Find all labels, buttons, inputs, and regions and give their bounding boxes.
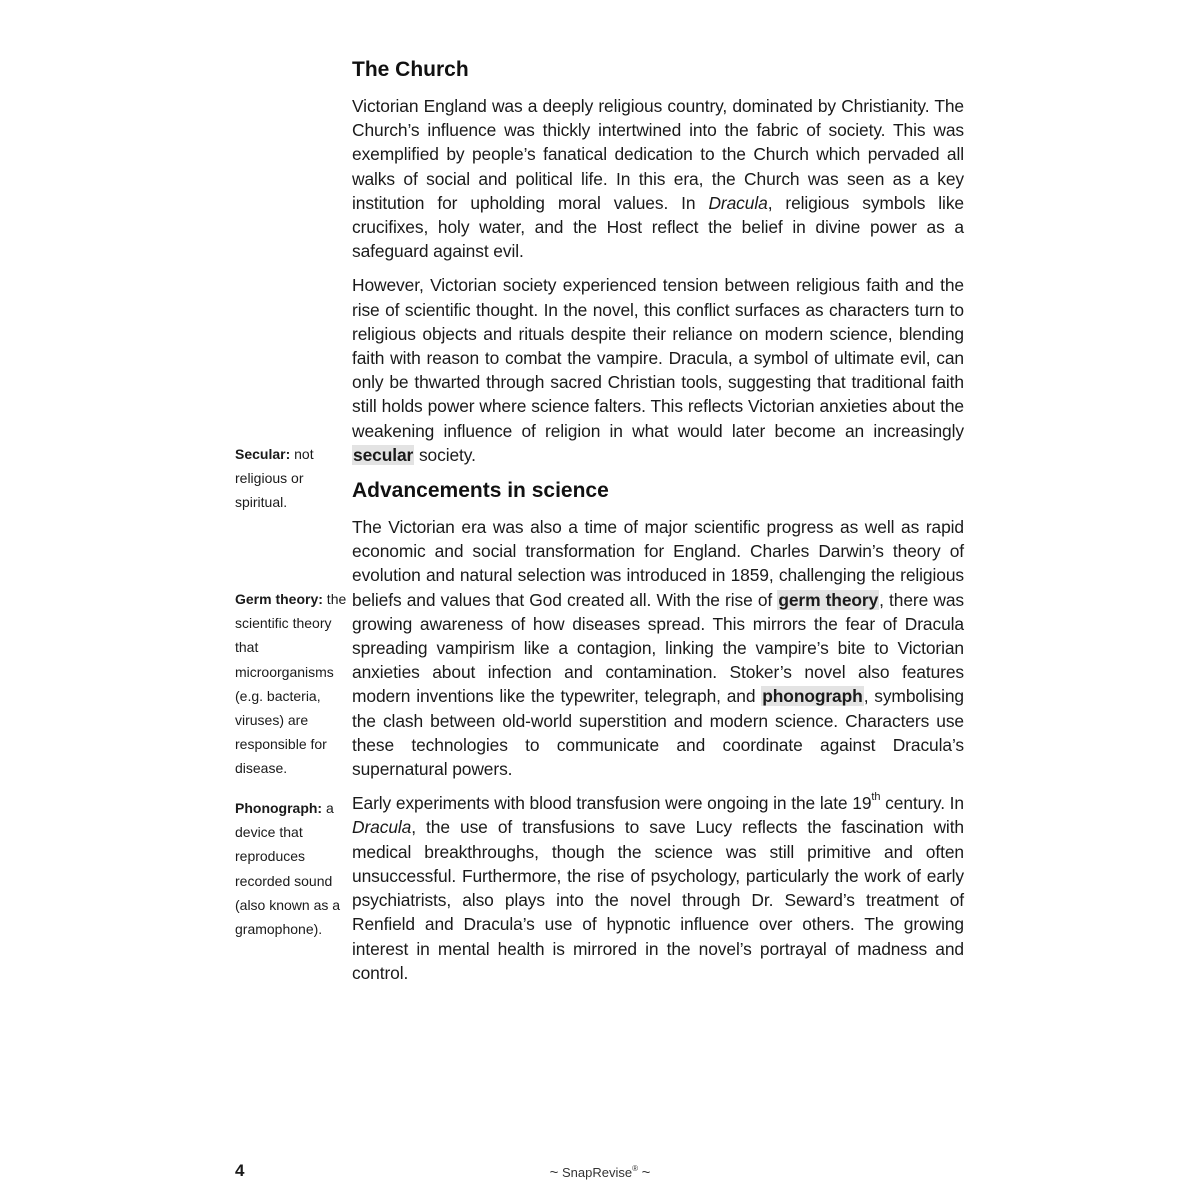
section-heading-church: The Church xyxy=(352,58,469,81)
glossary-secular xyxy=(235,442,347,515)
footer-tilde-right: ~ xyxy=(641,1164,651,1181)
glossary-phonograph xyxy=(235,796,347,941)
section-heading-science: Advancements in science xyxy=(352,479,609,503)
keyword-phonograph: phonograph xyxy=(762,686,863,707)
glossary-definition: the scientific theory that microorganisms (e.g. bacteria, viruses) are responsible for disease. xyxy=(235,591,347,777)
science-paragraph-1: The Victorian era was also a time of major scientific progress as well as rapid economic and social transformation for England. Charles Darwin’s theory of evolution and natural selection was introduced in 1859, challenging the religious beliefs and values that God created all. With the rise of germ theory, there was growing awareness of how diseases spread. This mirrors the fear of Dracula spreading vampirism like a contagion, linking the vampire’s bite to Victorian anxieties about infection and contamination. Stoker’s novel also features modern inventions like the typewriter, telegraph, and phonograph, symbolising the clash between old-world superstition and modern science. Characters use these technologies to communicate and coordinate against Dracula’s supernatural powers. xyxy=(352,517,964,780)
registered-mark: ® xyxy=(632,1164,638,1173)
church-paragraph-1: Victorian England was a deeply religious country, dominated by Christianity. The Church’s influence was thickly intertwined into the fabric of society. This was exemplified by people’s fanatical dedication to the Church which pervaded all walks of social and political life. In this era, the Church was seen as a key institution for upholding moral values. In Dracula, religious symbols like crucifixes, holy water, and the Host reflect the belief in divine power as a safeguard against evil. xyxy=(352,96,964,262)
brand-name: SnapRevise xyxy=(561,1165,633,1180)
glossary-term: Secular: xyxy=(235,446,291,462)
glossary-term: Phonograph: xyxy=(235,800,323,816)
keyword-secular: secular xyxy=(353,444,414,465)
church-paragraph-2: However, Victorian society experienced tension between religious faith and the rise of scientific thought. In the novel, this conflict surfaces as characters turn to religious objects and rituals despite their reliance on modern science, blending faith with reason to combat the vampire. Dracula, a symbol of ultimate evil, can only be thwarted through sacred Christian tools, suggesting that traditional faith still holds power where science falters. This reflects Victorian anxieties about the weakening influence of religion in what would later become an increasingly secular society. xyxy=(352,275,964,465)
glossary-definition: a device that reproduces recorded sound (also known as a gramophone). xyxy=(235,800,341,938)
science-paragraph-2: Early experiments with blood transfusion were ongoing in the late 19th century. In Dracula, the use of transfusions to save Lucy reflects the fascination with medical breakthroughs, though the science was still primitive and often unsuccessful. Furthermore, the rise of psychology, particularly the work of early psychiatrists, also plays into the novel through Dr. Seward’s treatment of Renfield and Dracula’s use of hypnotic influence over others. The growing interest in mental health is mirrored in the novel’s portrayal of madness and control. xyxy=(352,791,964,983)
footer-brand xyxy=(0,1164,1200,1181)
glossary-germ-theory xyxy=(235,587,347,781)
main-content xyxy=(352,56,964,995)
page-number: 4 xyxy=(235,1161,245,1180)
footer-tilde-left: ~ xyxy=(549,1164,559,1181)
keyword-germ-theory: germ theory xyxy=(778,589,879,610)
glossary-term: Germ theory: xyxy=(235,591,323,607)
glossary-definition: not religious or spiritual. xyxy=(235,446,314,511)
